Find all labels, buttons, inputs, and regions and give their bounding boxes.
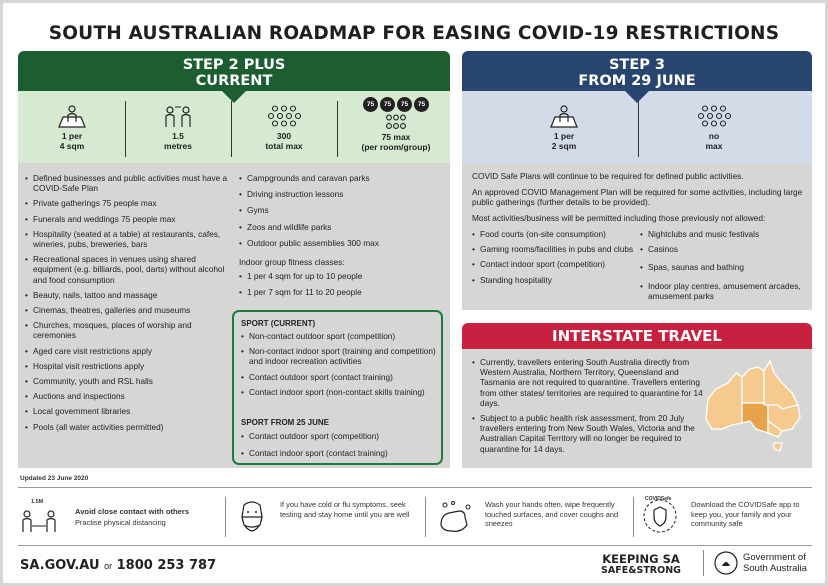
sa-government-crest-icon — [713, 550, 739, 576]
keeping-sa-logo — [595, 553, 687, 577]
header-pointer — [625, 91, 649, 103]
list-item: • Standing hospitality — [472, 275, 640, 285]
tip-distancing — [19, 496, 219, 538]
person-on-square-icon — [55, 105, 89, 129]
capacity-item — [672, 105, 756, 151]
list-item: • Food courts (on-site consumption) — [472, 229, 640, 239]
list-item: • Hospitality (seated at a table) at restaurants, cafes, wineries, pubs, breweries, bars — [25, 229, 230, 249]
divider — [18, 545, 812, 546]
badge-75: 75 — [397, 97, 412, 112]
list-item: • 1 per 7 sqm for 11 to 20 people — [239, 287, 444, 297]
distanced-people-icon — [161, 105, 195, 129]
tip-bold-text: Avoid close contact with others — [75, 507, 190, 516]
step2-header-line1: STEP 2 PLUS — [182, 57, 286, 73]
step3-header-line1: STEP 3 — [608, 57, 665, 73]
page-title: SOUTH AUSTRALIAN ROADMAP FOR EASING COVID-19 RESTRICTIONS — [48, 23, 780, 44]
divider — [633, 497, 634, 537]
step3-para: COVID Safe Plans will continue to be required for defined public activities. — [472, 171, 744, 181]
list-item: • Non-contact outdoor sport (competition) — [241, 331, 437, 341]
distance-badge: 1.5M — [31, 499, 44, 505]
fitness-heading: Indoor group fitness classes: — [239, 257, 345, 267]
step3-para: An approved COVID Management Plan will be required for some activities, including large public gatherings (further details to be provided). — [472, 187, 803, 208]
divider — [703, 550, 704, 576]
small-crowd-icon — [381, 114, 411, 131]
updated-date: Updated 23 June 2020 — [20, 475, 89, 482]
list-item: • Contact outdoor sport (contact training) — [241, 372, 437, 382]
sport-current-list — [241, 331, 437, 402]
divider — [225, 497, 226, 537]
hand-washing-icon — [435, 499, 475, 535]
capacity-line1: 1 per — [553, 131, 575, 141]
covidsafe-badge: COVIDSafe — [645, 496, 672, 502]
gov-line1: Government of — [743, 552, 806, 563]
fitness-list — [239, 271, 444, 302]
step3-panel — [462, 163, 812, 310]
tip-hygiene — [433, 496, 628, 538]
capacity-line2: total max — [265, 140, 303, 151]
tip-covidsafe — [641, 496, 813, 538]
capacity-line1: 300 — [276, 131, 292, 141]
contact-line — [20, 558, 216, 573]
list-item: • Funerals and weddings 75 people max — [25, 214, 230, 224]
sport-june-list — [241, 431, 437, 463]
sport-box — [232, 310, 443, 465]
list-item: • Casinos — [640, 244, 808, 254]
capacity-line2: metres — [164, 140, 192, 151]
list-item: • Driving instruction lessons — [239, 189, 444, 199]
badge-75: 75 — [414, 97, 429, 112]
list-item: • Gaming rooms/facilities in pubs and clubs — [472, 244, 640, 254]
divider — [18, 487, 812, 488]
divider — [425, 497, 426, 537]
list-item: • Defined businesses and public activities must have a COVID-Safe Plan — [25, 173, 230, 193]
capacity-item — [344, 97, 448, 152]
step3-list-1 — [472, 229, 640, 290]
capacity-line2: 2 sqm — [551, 140, 577, 151]
list-item: • Contact outdoor sport (competition) — [241, 431, 437, 441]
list-item: • Outdoor public assemblies 300 max — [239, 238, 444, 248]
capacity-line1: 1 per — [61, 131, 83, 141]
group-with-75-badges-icon — [344, 97, 448, 112]
divider — [231, 101, 232, 157]
australia-map-icon — [702, 359, 806, 459]
tip-text: Practise physical distancing — [75, 518, 166, 527]
person-on-square-icon — [547, 105, 581, 129]
capacity-line2: 4 sqm — [59, 140, 85, 151]
list-item: • Nightclubs and music festivals — [640, 229, 808, 239]
list-item: • Aged care visit restrictions apply — [25, 346, 230, 356]
list-item: • 1 per 4 sqm for up to 10 people — [239, 271, 444, 281]
capacity-line1: 1.5 — [172, 131, 184, 141]
tip-text: Download the COVIDSafe app to keep you, your family and your community safe — [691, 500, 800, 528]
sick-face-mask-icon — [234, 499, 270, 535]
step3-para: Most activities/business will be permitted including those previously not allowed: — [472, 213, 766, 223]
list-item: • Campgrounds and caravan parks — [239, 173, 444, 183]
step2-activity-list-2 — [239, 173, 444, 254]
list-item: • Gyms — [239, 205, 444, 215]
gov-line2: South Australia — [743, 563, 807, 574]
capacity-line1: 75 max — [381, 132, 411, 142]
keeping-line1: KEEPING SA — [602, 552, 680, 566]
tip-text: Wash your hands often, wipe frequently touched surfaces, and cover coughs and sneezes — [485, 500, 619, 528]
roadmap-poster — [3, 3, 825, 583]
list-item: • Auctions and inspections — [25, 391, 230, 401]
step2-header — [18, 51, 450, 91]
step2-header-line2: CURRENT — [195, 73, 273, 89]
capacity-item — [30, 105, 114, 151]
list-item: • Non-contact indoor sport (training and competition) and indoor recreation activities — [241, 346, 437, 366]
interstate-panel — [462, 349, 812, 468]
divider — [125, 101, 126, 157]
header-pointer — [222, 91, 246, 103]
list-item: • Churches, mosques, places of worship and ceremonies — [25, 320, 230, 340]
phone-number[interactable]: 1800 253 787 — [116, 558, 217, 573]
list-item: • Currently, travellers entering South Australia directly from Western Australia, Northern Territory, Queensland and Tasmania are not required to quarantine. Travellers entering from other states/ territories are required to quarantine for 14 days. — [472, 357, 704, 408]
list-item: • Zoos and wildlife parks — [239, 222, 444, 232]
list-item: • Beauty, nails, tattoo and massage — [25, 290, 230, 300]
list-item: • Pools (all water activities permitted) — [25, 422, 230, 432]
list-item: • Indoor play centres, amusement arcades, amusement parks — [640, 281, 808, 301]
list-item: • Community, youth and RSL halls — [25, 376, 230, 386]
capacity-line2: (per room/group) — [361, 141, 431, 152]
tip-symptoms — [232, 496, 422, 538]
government-logo-text — [743, 552, 807, 574]
capacity-line1: no — [708, 131, 720, 141]
list-item: • Local government libraries — [25, 406, 230, 416]
list-item: • Spas, saunas and bathing — [640, 262, 808, 272]
list-item: • Cinemas, theatres, galleries and museums — [25, 305, 230, 315]
divider — [337, 101, 338, 157]
step3-header-line2: FROM 29 JUNE — [578, 73, 696, 89]
capacity-item — [522, 105, 606, 151]
step3-list-2 — [640, 229, 808, 306]
keeping-line2: SAFE&STRONG — [601, 565, 681, 576]
list-item: • Contact indoor sport (competition) — [472, 259, 640, 269]
or-text: or — [104, 561, 113, 571]
list-item: • Contact indoor sport (non-contact skills training) — [241, 387, 437, 397]
tip-text: If you have cold or flu symptoms, seek testing and stay home until you are well — [280, 500, 410, 519]
crowd-icon — [264, 105, 304, 129]
badge-75: 75 — [380, 97, 395, 112]
capacity-line2: max — [705, 140, 723, 151]
website-link[interactable]: SA.GOV.AU — [20, 558, 100, 573]
interstate-header: INTERSTATE TRAVEL — [462, 323, 812, 349]
step3-header — [462, 51, 812, 91]
capacity-item — [242, 105, 326, 151]
step2-activity-list — [25, 173, 230, 437]
capacity-item — [136, 105, 220, 151]
list-item: • Subject to a public health risk assessment, from 20 July travellers entering from New South Wales, Victoria and the Australian Capital Territory will no longer be required to quarantine for 14 days. — [472, 413, 704, 454]
list-item: • Contact indoor sport (contact training) — [241, 448, 437, 458]
divider — [638, 101, 639, 157]
list-item: • Hospital visit restrictions apply — [25, 361, 230, 371]
crowd-icon — [694, 105, 734, 129]
sport-june-heading: SPORT FROM 25 JUNE — [241, 418, 330, 427]
list-item: • Private gatherings 75 people max — [25, 198, 230, 208]
sport-current-heading: SPORT (CURRENT) — [241, 319, 316, 328]
badge-75: 75 — [363, 97, 378, 112]
list-item: • Recreational spaces in venues using shared equipment (e.g. billiards, pool, darts) without alcohol and food consumption — [25, 254, 230, 285]
interstate-list — [472, 357, 704, 459]
